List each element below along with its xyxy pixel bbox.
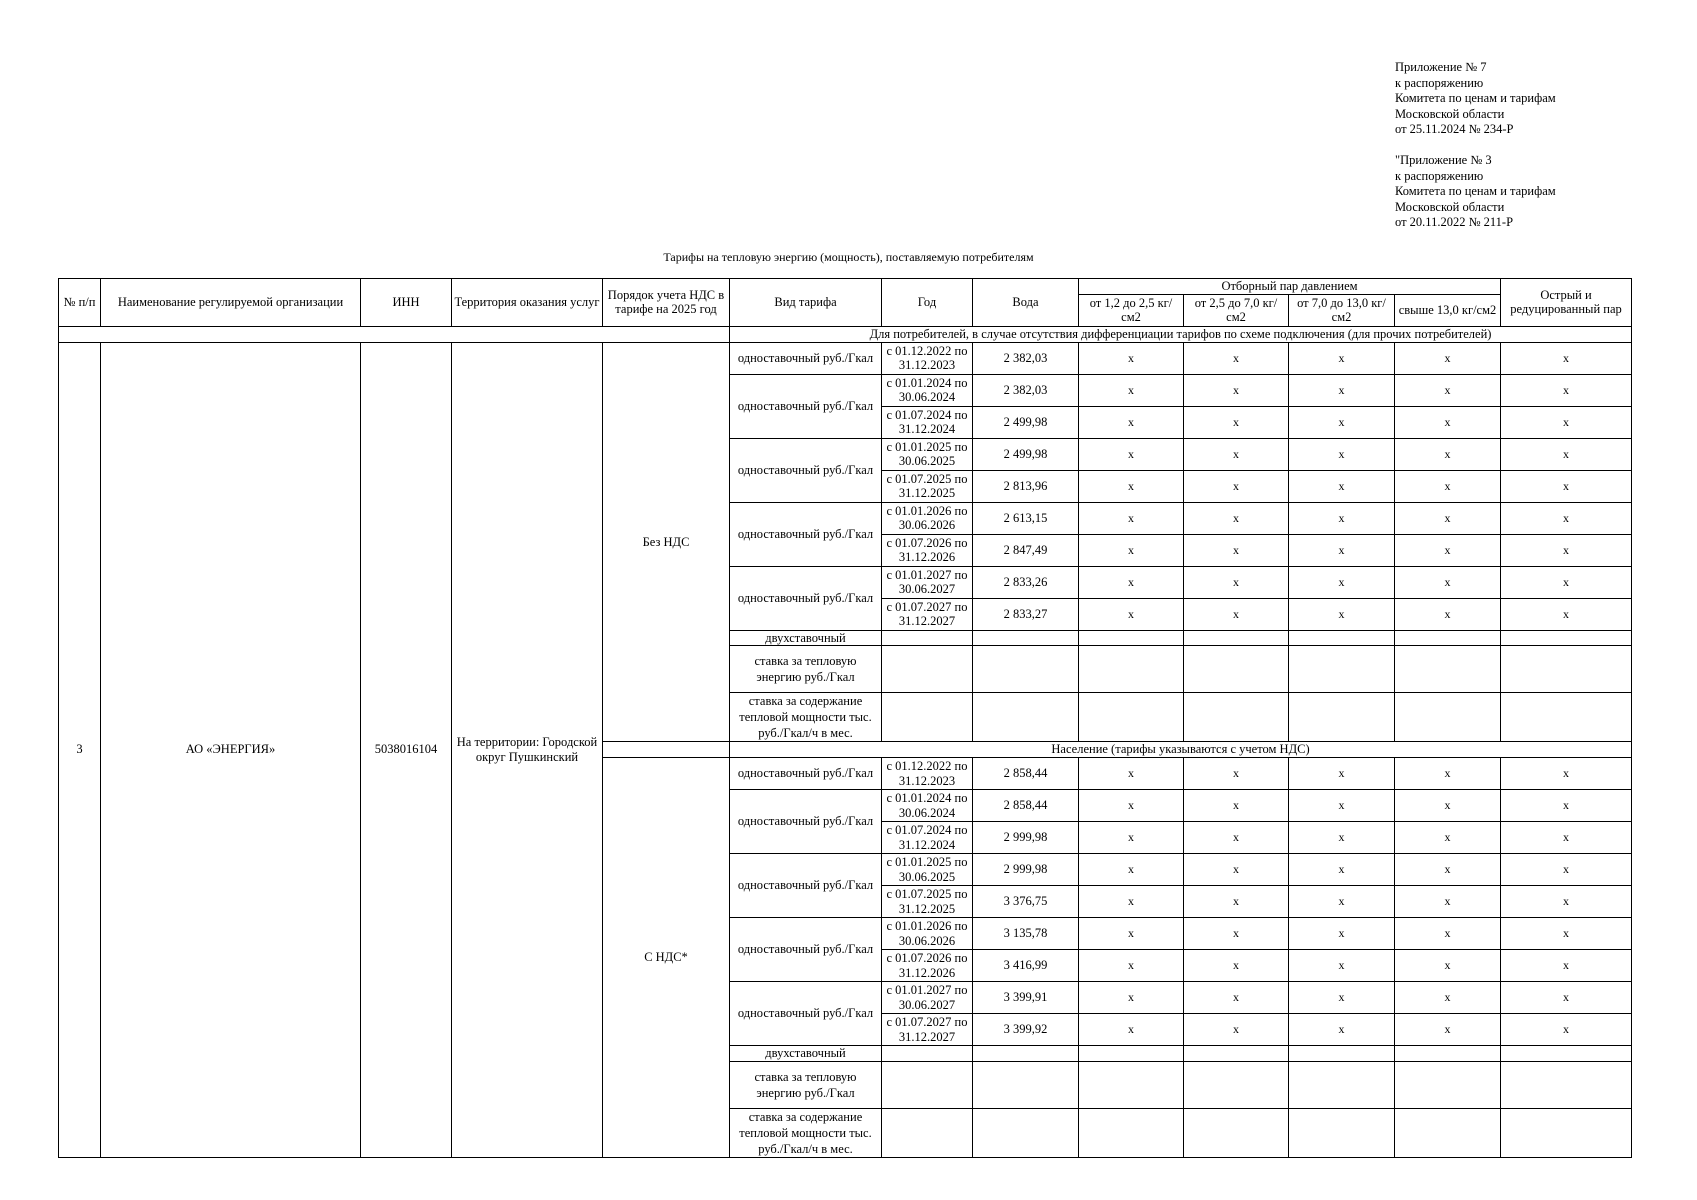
- steam-cell: x: [1079, 758, 1184, 790]
- water-tariff-value: 2 999,98: [973, 822, 1079, 854]
- empty-cell: [1395, 1061, 1501, 1108]
- tariff-type-single: одноставочный руб./Гкал: [730, 854, 882, 918]
- period-cell: с 01.12.2022 по 31.12.2023: [882, 342, 973, 374]
- steam-cell: x: [1079, 854, 1184, 886]
- tariff-type-single: одноставочный руб./Гкал: [730, 790, 882, 854]
- water-tariff-value: 2 999,98: [973, 854, 1079, 886]
- steam-cell: x: [1289, 438, 1395, 470]
- steam-cell: x: [1079, 566, 1184, 598]
- steam-cell: x: [1079, 886, 1184, 918]
- empty-cell: [1395, 1046, 1501, 1062]
- empty-cell: [1289, 646, 1395, 693]
- steam-cell: x: [1395, 982, 1501, 1014]
- appendix-line: от 25.11.2024 № 234-Р: [1395, 122, 1514, 137]
- tariff-type-single: одноставочный руб./Гкал: [730, 918, 882, 982]
- steam-cell: x: [1289, 982, 1395, 1014]
- steam-cell: x: [1184, 918, 1289, 950]
- tariff-type-energy-rate: ставка за тепловую энергию руб./Гкал: [730, 646, 882, 693]
- water-tariff-value: 2 613,15: [973, 502, 1079, 534]
- empty-cell: [1079, 630, 1184, 646]
- appendix-line: к распоряжению: [1395, 168, 1484, 183]
- steam-cell: x: [1184, 982, 1289, 1014]
- empty-cell: [1395, 693, 1501, 742]
- steam-cell: x: [1184, 566, 1289, 598]
- steam-cell: x: [1289, 822, 1395, 854]
- steam-cell: x: [1079, 950, 1184, 982]
- empty-cell: [1079, 693, 1184, 742]
- steam-cell: x: [1184, 374, 1289, 406]
- empty-cell: [1184, 1046, 1289, 1062]
- steam-cell: x: [1501, 1014, 1632, 1046]
- steam-cell: x: [1289, 854, 1395, 886]
- period-cell: с 01.07.2027 по 31.12.2027: [882, 1014, 973, 1046]
- category-band: Население (тарифы указываются с учетом НДС): [730, 742, 1632, 758]
- steam-cell: x: [1289, 342, 1395, 374]
- header-water: Вода: [973, 279, 1079, 327]
- header-steam-1: от 1,2 до 2,5 кг/см2: [1079, 294, 1184, 326]
- steam-cell: x: [1079, 598, 1184, 630]
- empty-cell: [973, 693, 1079, 742]
- steam-cell: x: [1184, 438, 1289, 470]
- water-tariff-value: 2 813,96: [973, 470, 1079, 502]
- band-spacer: [59, 326, 730, 342]
- steam-cell: x: [1289, 950, 1395, 982]
- steam-cell: x: [1395, 950, 1501, 982]
- period-cell: с 01.01.2026 по 30.06.2026: [882, 918, 973, 950]
- appendix-line: от 20.11.2022 № 211-Р: [1395, 215, 1514, 230]
- tariff-type-capacity-rate: ставка за содержание тепловой мощности тыс. руб./Гкал/ч в мес.: [730, 693, 882, 742]
- appendix-line: Приложение № 7: [1395, 60, 1487, 74]
- empty-cell: [882, 630, 973, 646]
- steam-cell: x: [1079, 534, 1184, 566]
- org-num: 3: [59, 342, 101, 1157]
- steam-cell: x: [1289, 374, 1395, 406]
- steam-cell: x: [1501, 342, 1632, 374]
- water-tariff-value: 2 847,49: [973, 534, 1079, 566]
- document-title: Тарифы на тепловую энергию (мощность), поставляемую потребителям: [663, 250, 1034, 264]
- steam-cell: x: [1289, 502, 1395, 534]
- water-tariff-value: 2 833,27: [973, 598, 1079, 630]
- steam-cell: x: [1289, 758, 1395, 790]
- empty-cell: [1184, 1061, 1289, 1108]
- empty-cell: [1289, 1061, 1395, 1108]
- steam-cell: x: [1079, 790, 1184, 822]
- appendix-line: "Приложение № 3: [1395, 153, 1492, 167]
- steam-cell: x: [1184, 790, 1289, 822]
- band-spacer: [603, 742, 730, 758]
- steam-cell: x: [1079, 470, 1184, 502]
- header-steam-2: от 2,5 до 7,0 кг/см2: [1184, 294, 1289, 326]
- tariff-type-two-rate: двухставочный: [730, 1046, 882, 1062]
- water-tariff-value: 2 833,26: [973, 566, 1079, 598]
- steam-cell: x: [1184, 822, 1289, 854]
- header-steam-group: Отборный пар давлением: [1079, 279, 1501, 295]
- empty-cell: [1184, 646, 1289, 693]
- period-cell: с 01.07.2027 по 31.12.2027: [882, 598, 973, 630]
- tariff-type-single: одноставочный руб./Гкал: [730, 438, 882, 502]
- header-tariff-type: Вид тарифа: [730, 279, 882, 327]
- period-cell: с 01.07.2025 по 31.12.2025: [882, 470, 973, 502]
- steam-cell: x: [1501, 470, 1632, 502]
- steam-cell: x: [1395, 1014, 1501, 1046]
- steam-cell: x: [1501, 438, 1632, 470]
- steam-cell: x: [1501, 598, 1632, 630]
- steam-cell: x: [1501, 790, 1632, 822]
- org-name: АО «ЭНЕРГИЯ»: [101, 342, 361, 1157]
- steam-cell: x: [1289, 598, 1395, 630]
- tariff-type-single: одноставочный руб./Гкал: [730, 758, 882, 790]
- steam-cell: x: [1079, 1014, 1184, 1046]
- steam-cell: x: [1184, 1014, 1289, 1046]
- steam-cell: x: [1079, 982, 1184, 1014]
- water-tariff-value: 2 858,44: [973, 758, 1079, 790]
- steam-cell: x: [1501, 918, 1632, 950]
- empty-cell: [882, 646, 973, 693]
- tariff-table: [58, 278, 1632, 1158]
- empty-cell: [973, 1046, 1079, 1062]
- org-inn: 5038016104: [361, 342, 452, 1157]
- empty-cell: [1501, 1046, 1632, 1062]
- appendix-line: Московской области: [1395, 106, 1505, 121]
- empty-cell: [973, 630, 1079, 646]
- org-territory: На территории: Городской округ Пушкинский: [452, 342, 603, 1157]
- appendix-original-reference: [1395, 153, 1685, 231]
- appendix-line: Комитета по ценам и тарифам: [1395, 91, 1556, 106]
- empty-cell: [1395, 1108, 1501, 1157]
- period-cell: с 01.07.2024 по 31.12.2024: [882, 406, 973, 438]
- steam-cell: x: [1079, 502, 1184, 534]
- steam-cell: x: [1289, 406, 1395, 438]
- empty-cell: [1079, 1108, 1184, 1157]
- empty-cell: [1289, 1046, 1395, 1062]
- empty-cell: [1289, 693, 1395, 742]
- empty-cell: [1184, 1108, 1289, 1157]
- water-tariff-value: 2 858,44: [973, 790, 1079, 822]
- water-tariff-value: 3 399,91: [973, 982, 1079, 1014]
- tariff-type-energy-rate: ставка за тепловую энергию руб./Гкал: [730, 1061, 882, 1108]
- steam-cell: x: [1395, 790, 1501, 822]
- period-cell: с 01.12.2022 по 31.12.2023: [882, 758, 973, 790]
- steam-cell: x: [1395, 470, 1501, 502]
- period-cell: с 01.01.2025 по 30.06.2025: [882, 854, 973, 886]
- steam-cell: x: [1395, 438, 1501, 470]
- appendix-line: к распоряжению: [1395, 75, 1484, 90]
- empty-cell: [1289, 630, 1395, 646]
- empty-cell: [1289, 1108, 1395, 1157]
- tariff-type-single: одноставочный руб./Гкал: [730, 982, 882, 1046]
- steam-cell: x: [1395, 598, 1501, 630]
- empty-cell: [882, 1046, 973, 1062]
- steam-cell: x: [1395, 854, 1501, 886]
- steam-cell: x: [1184, 950, 1289, 982]
- steam-cell: x: [1184, 854, 1289, 886]
- period-cell: с 01.01.2025 по 30.06.2025: [882, 438, 973, 470]
- water-tariff-value: 3 416,99: [973, 950, 1079, 982]
- water-tariff-value: 2 499,98: [973, 406, 1079, 438]
- empty-cell: [1184, 693, 1289, 742]
- steam-cell: x: [1395, 758, 1501, 790]
- steam-cell: x: [1289, 534, 1395, 566]
- steam-cell: x: [1501, 502, 1632, 534]
- steam-cell: x: [1184, 342, 1289, 374]
- header-vat-order: Порядок учета НДС в тарифе на 2025 год: [603, 279, 730, 327]
- steam-cell: x: [1395, 566, 1501, 598]
- appendix-current-reference: [1395, 60, 1685, 138]
- steam-cell: x: [1395, 502, 1501, 534]
- steam-cell: x: [1395, 918, 1501, 950]
- steam-cell: x: [1184, 758, 1289, 790]
- header-steam-4: свыше 13,0 кг/см2: [1395, 294, 1501, 326]
- steam-cell: x: [1184, 406, 1289, 438]
- period-cell: с 01.01.2024 по 30.06.2024: [882, 790, 973, 822]
- empty-cell: [1079, 1061, 1184, 1108]
- steam-cell: x: [1184, 534, 1289, 566]
- empty-cell: [1501, 1108, 1632, 1157]
- empty-cell: [1501, 630, 1632, 646]
- empty-cell: [973, 1061, 1079, 1108]
- steam-cell: x: [1079, 374, 1184, 406]
- steam-cell: x: [1184, 470, 1289, 502]
- steam-cell: x: [1501, 566, 1632, 598]
- steam-cell: x: [1079, 822, 1184, 854]
- empty-cell: [1184, 630, 1289, 646]
- steam-cell: x: [1395, 374, 1501, 406]
- empty-cell: [1079, 646, 1184, 693]
- steam-cell: x: [1395, 886, 1501, 918]
- header-year: Год: [882, 279, 973, 327]
- tariff-type-single: одноставочный руб./Гкал: [730, 342, 882, 374]
- period-cell: с 01.07.2026 по 31.12.2026: [882, 950, 973, 982]
- steam-cell: x: [1395, 534, 1501, 566]
- period-cell: с 01.07.2024 по 31.12.2024: [882, 822, 973, 854]
- empty-cell: [882, 1061, 973, 1108]
- period-cell: с 01.07.2025 по 31.12.2025: [882, 886, 973, 918]
- category-band: Для потребителей, в случае отсутствия дифференциации тарифов по схеме подключения (для прочих потребителей): [730, 326, 1632, 342]
- steam-cell: x: [1289, 1014, 1395, 1046]
- tariff-type-two-rate: двухставочный: [730, 630, 882, 646]
- steam-cell: x: [1079, 438, 1184, 470]
- empty-cell: [1501, 693, 1632, 742]
- water-tariff-value: 3 376,75: [973, 886, 1079, 918]
- vat-order: С НДС*: [603, 758, 730, 1158]
- empty-cell: [1501, 646, 1632, 693]
- steam-cell: x: [1501, 374, 1632, 406]
- period-cell: с 01.01.2027 по 30.06.2027: [882, 566, 973, 598]
- steam-cell: x: [1501, 534, 1632, 566]
- header-org: Наименование регулируемой организации: [101, 279, 361, 327]
- empty-cell: [973, 646, 1079, 693]
- steam-cell: x: [1395, 406, 1501, 438]
- tariff-type-single: одноставочный руб./Гкал: [730, 502, 882, 566]
- empty-cell: [973, 1108, 1079, 1157]
- steam-cell: x: [1079, 342, 1184, 374]
- steam-cell: x: [1289, 918, 1395, 950]
- period-cell: с 01.07.2026 по 31.12.2026: [882, 534, 973, 566]
- empty-cell: [1079, 1046, 1184, 1062]
- steam-cell: x: [1501, 822, 1632, 854]
- water-tariff-value: 3 135,78: [973, 918, 1079, 950]
- period-cell: с 01.01.2026 по 30.06.2026: [882, 502, 973, 534]
- vat-order: Без НДС: [603, 342, 730, 742]
- steam-cell: x: [1501, 886, 1632, 918]
- steam-cell: x: [1501, 406, 1632, 438]
- period-cell: с 01.01.2024 по 30.06.2024: [882, 374, 973, 406]
- empty-cell: [1395, 646, 1501, 693]
- steam-cell: x: [1395, 342, 1501, 374]
- steam-cell: x: [1289, 886, 1395, 918]
- steam-cell: x: [1184, 502, 1289, 534]
- tariff-type-capacity-rate: ставка за содержание тепловой мощности тыс. руб./Гкал/ч в мес.: [730, 1108, 882, 1157]
- tariff-type-single: одноставочный руб./Гкал: [730, 566, 882, 630]
- steam-cell: x: [1079, 918, 1184, 950]
- steam-cell: x: [1501, 758, 1632, 790]
- steam-cell: x: [1289, 566, 1395, 598]
- empty-cell: [882, 693, 973, 742]
- header-steam-3: от 7,0 до 13,0 кг/см2: [1289, 294, 1395, 326]
- steam-cell: x: [1395, 822, 1501, 854]
- steam-cell: x: [1079, 406, 1184, 438]
- empty-cell: [1501, 1061, 1632, 1108]
- water-tariff-value: 2 499,98: [973, 438, 1079, 470]
- appendix-line: Комитета по ценам и тарифам: [1395, 184, 1556, 199]
- tariff-type-single: одноставочный руб./Гкал: [730, 374, 882, 438]
- empty-cell: [1395, 630, 1501, 646]
- steam-cell: x: [1289, 790, 1395, 822]
- steam-cell: x: [1184, 886, 1289, 918]
- steam-cell: x: [1184, 598, 1289, 630]
- steam-cell: x: [1501, 982, 1632, 1014]
- empty-cell: [882, 1108, 973, 1157]
- steam-cell: x: [1289, 470, 1395, 502]
- header-inn: ИНН: [361, 279, 452, 327]
- water-tariff-value: 2 382,03: [973, 342, 1079, 374]
- header-sharp-steam: Острый и редуцированный пар: [1501, 279, 1632, 327]
- water-tariff-value: 2 382,03: [973, 374, 1079, 406]
- steam-cell: x: [1501, 950, 1632, 982]
- period-cell: с 01.01.2027 по 30.06.2027: [882, 982, 973, 1014]
- steam-cell: x: [1501, 854, 1632, 886]
- appendix-line: Московской области: [1395, 199, 1505, 214]
- water-tariff-value: 3 399,92: [973, 1014, 1079, 1046]
- header-territory: Территория оказания услуг: [452, 279, 603, 327]
- header-num: № п/п: [59, 279, 101, 327]
